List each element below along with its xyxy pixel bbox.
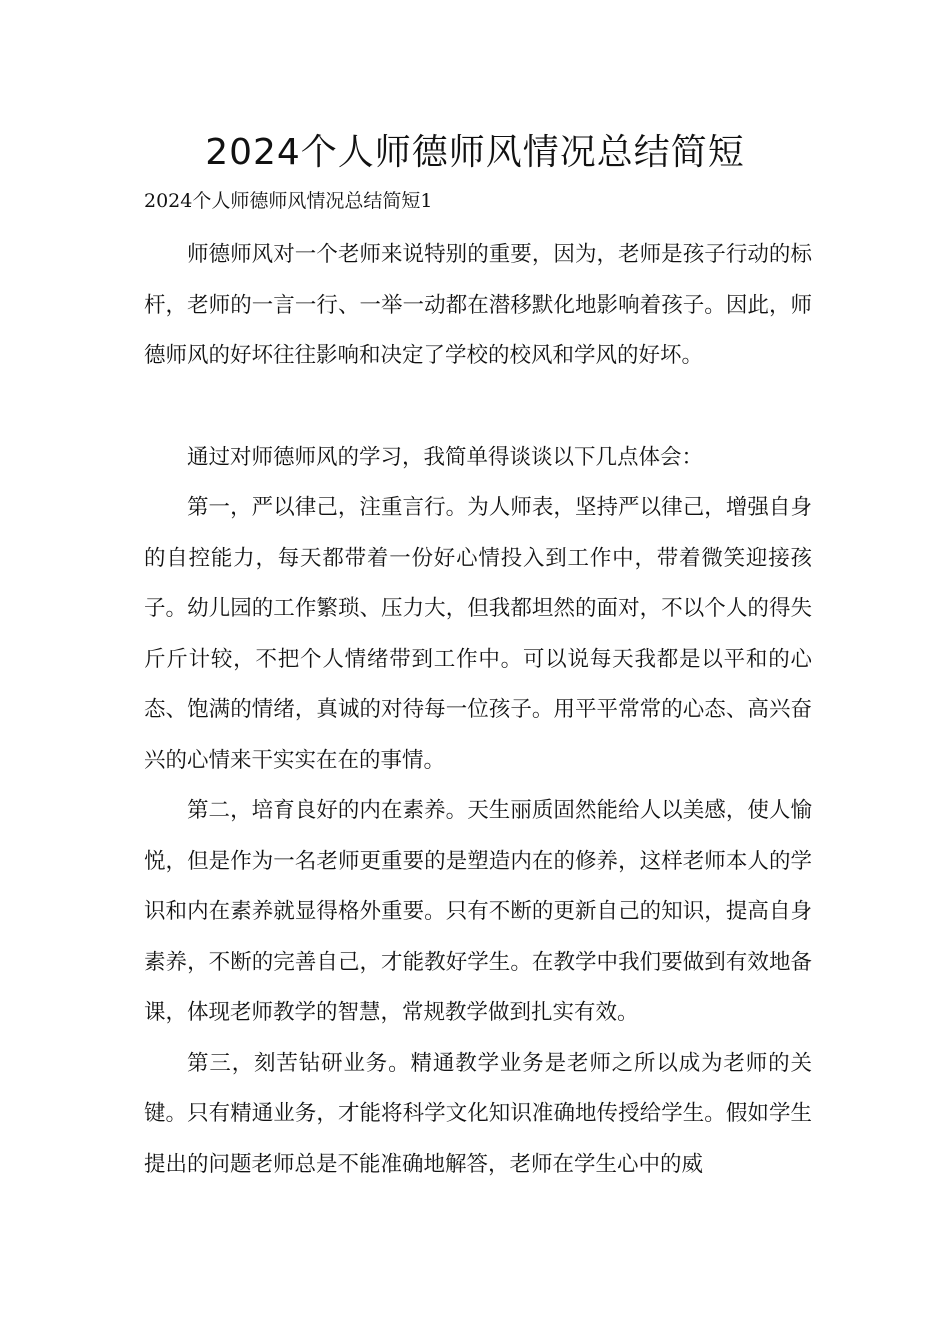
paragraph-spacer <box>144 382 812 433</box>
document-subtitle: 2024个人师德师风情况总结简短1 <box>144 190 433 212</box>
paragraph-lead: 通过对师德师风的学习，我简单得谈谈以下几点体会： <box>187 444 704 470</box>
paragraph-intro: 师德师风对一个老师来说特别的重要，因为，老师是孩子行动的标杆，老师的一言一行、一举一动都在潜移默化地影响着孩子。因此，师德师风的好坏往往影响和决定了学校的校风和学风的好坏。 <box>144 242 812 368</box>
paragraph-point-3: 第三，刻苦钻研业务。精通教学业务是老师之所以成为老师的关键。只有精通业务，才能将科学文化知识准确地传授给学生。假如学生提出的问题老师总是不能准确地解答，老师在学生心中的威 <box>144 1050 812 1177</box>
document-body <box>144 230 812 1190</box>
document-title: 2024个人师德师风情况总结简短 <box>205 132 745 173</box>
paragraph-point-2: 第二，培育良好的内在素养。天生丽质固然能给人以美感，使人愉悦，但是作为一名老师更重要的是塑造内在的修养，这样老师本人的学识和内在素养就显得格外重要。只有不断的更新自己的知识，提高自身素养，不断的完善自己，才能教好学生。在教学中我们要做到有效地备课，体现老师教学的智慧，常规教学做到扎实有效。 <box>144 798 812 1025</box>
paragraph-point-1: 第一，严以律己，注重言行。为人师表，坚持严以律己，增强自身的自控能力，每天都带着一份好心情投入到工作中，带着微笑迎接孩子。幼儿园的工作繁琐、压力大，但我都坦然的面对，不以个人的得失斤斤计较，不把个人情绪带到工作中。可以说每天我都是以平和的心态、饱满的情绪，真诚的对待每一位孩子。用平平常常的心态、高兴奋兴的心情来干实实在在的事情。 <box>144 495 812 773</box>
